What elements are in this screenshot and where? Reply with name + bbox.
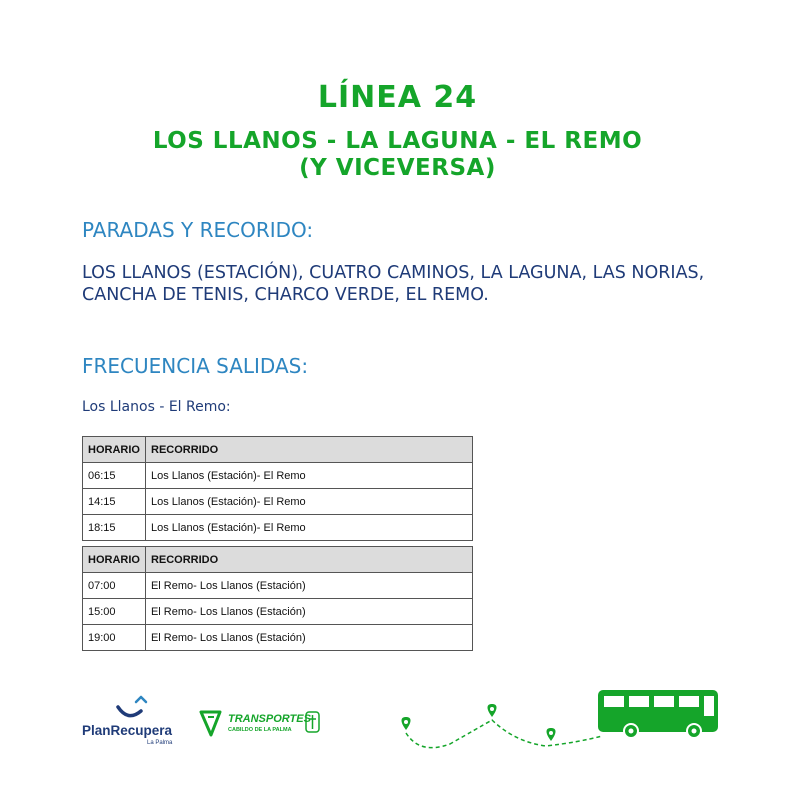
schedule-table-return — [82, 546, 473, 651]
route-title-line2: (Y VICEVERSA) — [299, 155, 496, 181]
time-cell: 19:00 — [83, 625, 146, 651]
column-header-recorrido: RECORRIDO — [146, 437, 473, 463]
time-cell: 14:15 — [83, 489, 146, 515]
table-row — [83, 625, 473, 651]
map-pin-icon — [488, 704, 497, 717]
route-path-line — [406, 720, 602, 748]
plan-recupera-sub: La Palma — [147, 740, 173, 746]
table-header-row — [83, 547, 473, 573]
table-row — [83, 573, 473, 599]
route-cell: Los Llanos (Estación)- El Remo — [146, 463, 473, 489]
column-header-horario: HORARIO — [83, 547, 146, 573]
route-title — [0, 128, 795, 182]
plan-recupera-text: PlanRecupera — [82, 723, 173, 738]
bus-icon — [598, 690, 718, 739]
column-header-horario: HORARIO — [83, 437, 146, 463]
transportes-sub: CABILDO DE LA PALMA — [228, 727, 292, 733]
route-cell: Los Llanos (Estación)- El Remo — [146, 515, 473, 541]
plan-recupera-logo — [82, 697, 173, 746]
time-cell: 06:15 — [83, 463, 146, 489]
table-row — [83, 515, 473, 541]
stops-heading: PARADAS Y RECORIDO: — [82, 218, 314, 242]
table-row — [83, 599, 473, 625]
transportes-emblem-icon — [201, 712, 220, 735]
stops-list: LOS LLANOS (ESTACIÓN), CUATRO CAMINOS, LA LAGUNA, LAS NORIAS, CANCHA DE TENIS, CHARCO VERDE, EL REMO. — [82, 263, 705, 305]
table-row — [83, 463, 473, 489]
route-cell: El Remo- Los Llanos (Estación) — [145, 573, 472, 599]
smile-arc-icon — [118, 707, 141, 716]
footer — [0, 680, 795, 760]
time-cell: 18:15 — [83, 515, 146, 541]
route-title-line1: LOS LLANOS - LA LAGUNA - EL REMO — [152, 128, 643, 154]
table-row — [83, 489, 473, 515]
route-cell: El Remo- Los Llanos (Estación) — [145, 625, 472, 651]
table-header-row — [83, 437, 473, 463]
map-pin-icon — [547, 728, 556, 741]
schedule-table-outbound — [82, 436, 473, 541]
time-cell: 07:00 — [83, 573, 146, 599]
transportes-text: TRANSPORTES — [228, 713, 311, 725]
route-cell: El Remo- Los Llanos (Estación) — [145, 599, 472, 625]
frequency-heading: FRECUENCIA SALIDAS: — [82, 354, 309, 378]
up-arrow-icon — [136, 697, 146, 702]
map-pin-icon — [402, 717, 411, 730]
route-cell: Los Llanos (Estación)- El Remo — [146, 489, 473, 515]
time-cell: 15:00 — [83, 599, 146, 625]
column-header-recorrido: RECORRIDO — [145, 547, 472, 573]
line-title: LÍNEA 24 — [317, 80, 478, 115]
direction-label: Los Llanos - El Remo: — [82, 399, 231, 415]
transportes-logo — [201, 712, 319, 735]
